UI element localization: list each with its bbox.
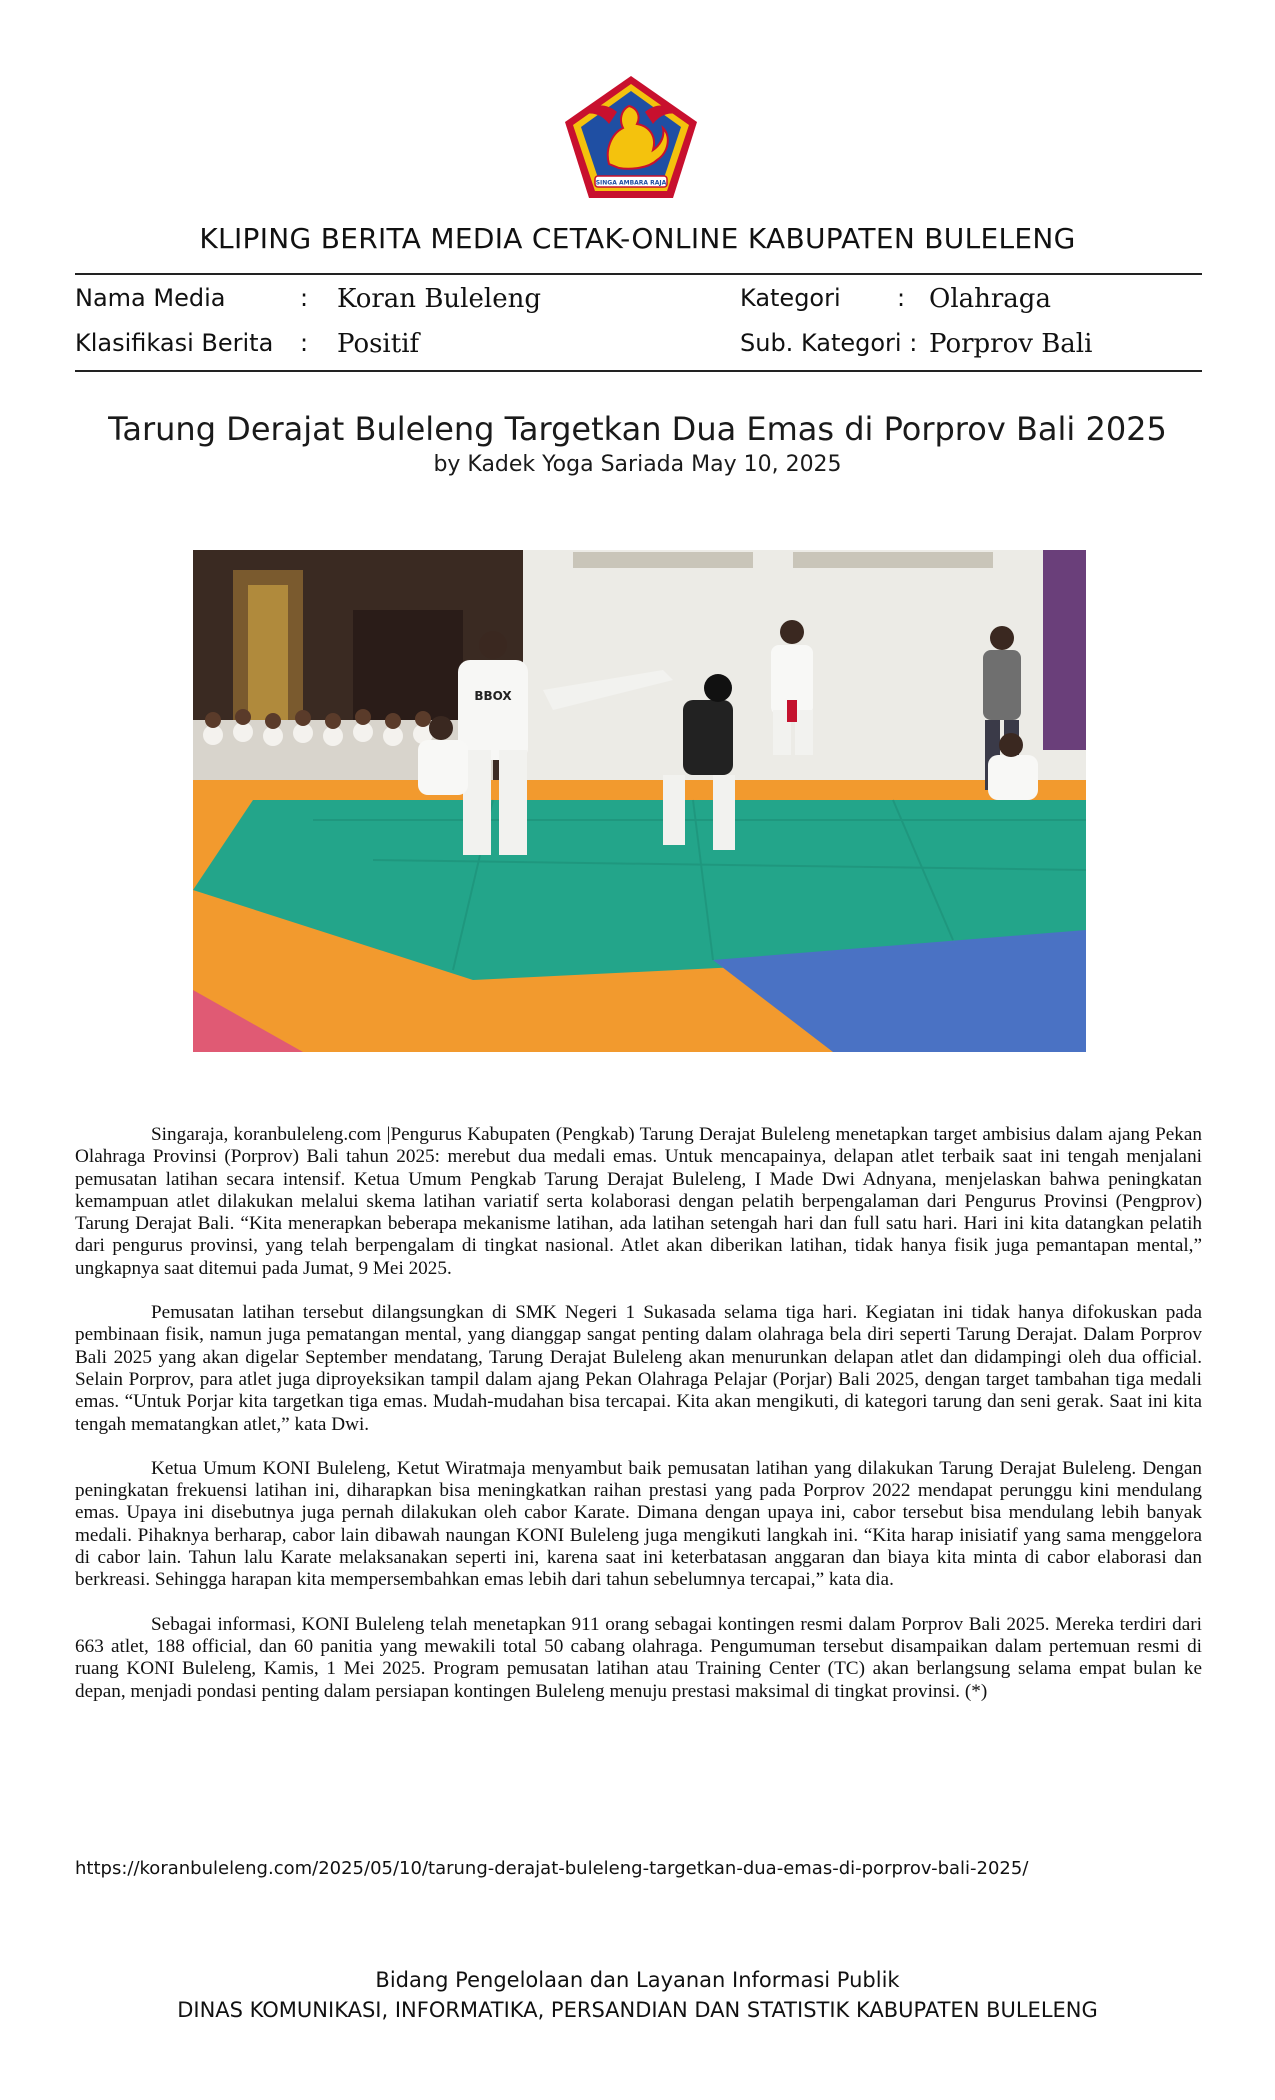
buleleng-crest-logo bbox=[561, 72, 701, 202]
article-photo bbox=[193, 550, 1086, 1052]
klasifikasi-value: Positif bbox=[337, 329, 420, 359]
klasifikasi-label: Klasifikasi Berita bbox=[75, 329, 274, 357]
kategori-value: Olahraga bbox=[929, 284, 1051, 314]
article-body bbox=[75, 1124, 1202, 1725]
article-byline: by Kadek Yoga Sariada May 10, 2025 bbox=[433, 452, 842, 477]
logo-motto: SINGA AMBARA RAJA bbox=[595, 179, 667, 187]
article-title: Tarung Derajat Buleleng Targetkan Dua Emas di Porprov Bali 2025 bbox=[108, 410, 1167, 448]
photo-shirt-print: BBOX bbox=[474, 689, 512, 703]
source-url[interactable]: https://koranbuleleng.com/2025/05/10/tarung-derajat-buleleng-targetkan-dua-emas-di-porprov-bali-2025/ bbox=[75, 1858, 1029, 1879]
kliping-title: KLIPING BERITA MEDIA CETAK-ONLINE KABUPATEN BULELENG bbox=[199, 222, 1076, 255]
nama-media-value: Koran Buleleng bbox=[337, 284, 541, 314]
header-rule-bottom bbox=[75, 370, 1202, 372]
footer-line-1: Bidang Pengelolaan dan Layanan Informasi Publik bbox=[375, 1968, 900, 1992]
header-rule-top bbox=[75, 273, 1202, 275]
nama-media-label: Nama Media bbox=[75, 284, 226, 312]
article-paragraph-4: Sebagai informasi, KONI Buleleng telah menetapkan 911 orang sebagai kontingen resmi dalam Porprov Bali 2025. Mereka terdiri dari 663 atlet, 188 official, dan 60 panitia yang mewakili total 50 cabang olahraga. Pengumuman tersebut disampaikan dalam pertemuan resmi di ruang KONI Buleleng, Kamis, 1 Mei 2025. Program pemusatan latihan atau Training Center (TC) akan berlangsung selama empat bulan ke depan, menjadi pondasi penting dalam persiapan kontingen Buleleng menuju prestasi maksimal di tingkat provinsi. (*) bbox=[75, 1613, 1202, 1702]
kategori-label: Kategori bbox=[740, 284, 841, 312]
article-paragraph-2: Pemusatan latihan tersebut dilangsungkan di SMK Negeri 1 Sukasada selama tiga hari. Kegiatan ini tidak hanya difokuskan pada pembinaan fisik, namun juga pematangan mental, yang dianggap sangat penting dalam olahraga bela diri seperti Tarung Derajat. Dalam Porprov Bali 2025 yang akan digelar September mendatang, Tarung Derajat Buleleng akan menurunkan delapan atlet dan didampingi oleh dua official. Selain Porprov, para atlet juga diproyeksikan tampil dalam ajang Pekan Olahraga Pelajar (Porjar) Bali 2025, dengan target tambahan tiga medali emas. “Untuk Porjar kita targetkan tiga emas. Mudah-mudahan bisa tercapai. Kita akan mengikuti, di kategori tarung dan seni gerak. Saat ini kita tengah mematangkan atlet,” kata Dwi. bbox=[75, 1302, 1202, 1435]
article-paragraph-3: Ketua Umum KONI Buleleng, Ketut Wiratmaja menyambut baik pemusatan latihan yang dilakukan Tarung Derajat Buleleng. Dengan peningkatan frekuensi latihan ini, diharapkan bisa meningkatkan raihan prestasi yang pada Porprov 2022 mendapat perunggu kini mendulang emas. Upaya ini disebutnya juga pernah dilakukan oleh cabor Karate. Dimana dengan upaya ini, cabor tersebut bisa mendulang lebih banyak medali. Pihaknya berharap, cabor lain dibawah naungan KONI Buleleng juga mengikuti langkah ini. “Kita harap inisiatif yang sama menggelora di cabor lain. Tahun lalu Karate melaksanakan seperti ini, karena saat ini keterbatasan anggaran dan biaya kita minta di cabor elaborasi dan berkreasi. Sehingga harapan kita mempersembahkan emas lebih dari tahun sebelumnya tercapai,” kata dia. bbox=[75, 1457, 1202, 1591]
article-paragraph-1: Singaraja, koranbuleleng.com |Pengurus Kabupaten (Pengkab) Tarung Derajat Buleleng menetapkan target ambisius dalam ajang Pekan Olahraga Provinsi (Porprov) Bali tahun 2025: merebut dua medali emas. Untuk mencapainya, delapan atlet terbaik saat ini tengah menjalani pemusatan latihan secara intensif. Ketua Umum Pengkab Tarung Derajat Buleleng, I Made Dwi Adnyana, menjelaskan bahwa peningkatan kemampuan atlet dilakukan melalui skema latihan variatif serta kolaborasi dengan pelatih berpengalaman dari Pengurus Provinsi (Pengprov) Tarung Derajat Bali. “Kita menerapkan beberapa mekanisme latihan, ada latihan setengah hari dan full satu hari. Hari ini kita datangkan pelatih dari pengurus provinsi, yang telah berpengalam di tingkat nasional. Atlet akan diberikan latihan, tidak hanya fisik juga pemantapan mental,” ungkapnya saat ditemui pada Jumat, 9 Mei 2025. bbox=[75, 1124, 1202, 1279]
kategori-colon: : bbox=[897, 284, 906, 312]
footer-line-2: DINAS KOMUNIKASI, INFORMATIKA, PERSANDIAN DAN STATISTIK KABUPATEN BULELENG bbox=[177, 1998, 1098, 2022]
subkategori-label: Sub. Kategori : bbox=[740, 329, 918, 357]
nama-media-colon: : bbox=[300, 284, 309, 312]
subkategori-value: Porprov Bali bbox=[929, 329, 1093, 359]
klasifikasi-colon: : bbox=[300, 329, 309, 357]
